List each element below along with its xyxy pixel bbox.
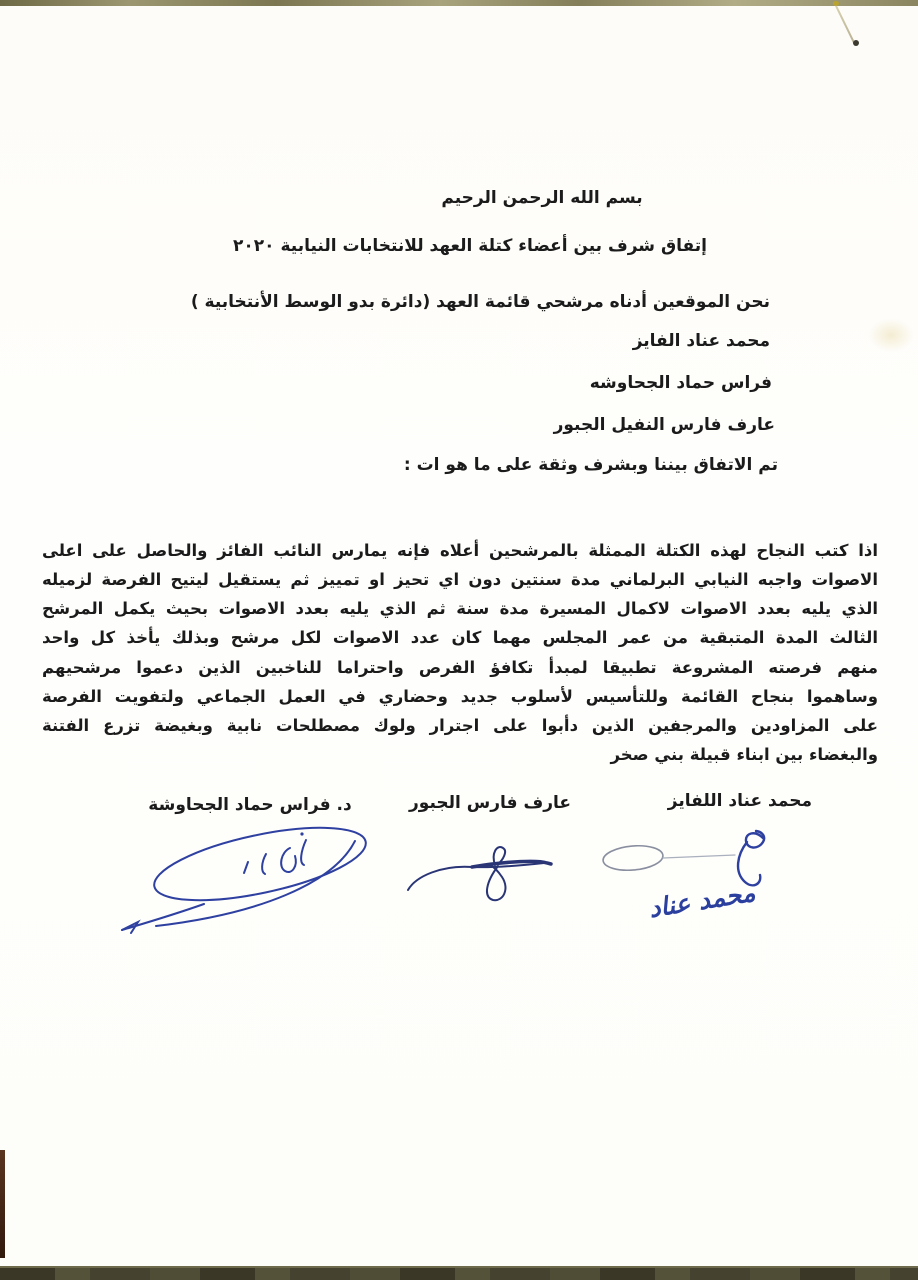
scan-edge-top — [0, 0, 918, 6]
scan-edge-bottom — [0, 1266, 918, 1280]
bismillah-line: بسم الله الرحمن الرحيم — [441, 188, 643, 208]
body-line-1: اذا كتب النجاح لهذه الكتلة الممثلة بالمرشحين أعلاه فإنه يمارس النائب الفائز والحاصل على اعلى — [42, 541, 878, 560]
paper-speck-dark — [853, 40, 859, 46]
signatory-name-mohammed: محمد عناد اللفايز — [667, 791, 812, 811]
body-line-6: وساهموا بنجاح القائمة وللتأسيس لأسلوب جديد وحضاري في العمل الجماعي ولتفويت الفرصة — [42, 687, 878, 706]
candidate-name-3: عارف فارس النفيل الجبور — [553, 415, 775, 435]
body-line-4: الثالث المدة المتبقية من عمر المجلس مهما كان عدد الاصوات لكل مرشح وبذلك يأخذ كل واحد — [42, 628, 878, 647]
agreement-lead-line: تم الاتفاق بيننا وبشرف وثقة على ما هو ات : — [403, 455, 778, 475]
signature-firas-ink — [108, 816, 388, 934]
candidate-name-1: محمد عناد الفايز — [632, 331, 770, 351]
paper-stain — [868, 318, 914, 352]
signatory-name-aref: عارف فارس الجبور — [409, 793, 571, 813]
signature-mohammed-handwriting: محمد عناد — [646, 877, 758, 924]
scan-edge-left — [0, 1150, 5, 1258]
paper-speck-yellow — [833, 1, 839, 6]
signatory-name-firas: د. فراس حماد الجحاوشة — [148, 795, 352, 815]
intro-line: نحن الموقعين أدناه مرشحي قائمة العهد (دائرة بدو الوسط الأنتخابية ) — [190, 292, 770, 312]
candidate-name-2: فراس حماد الجحاوشه — [589, 373, 772, 393]
paper-crease-line — [834, 3, 855, 43]
document-title: إتفاق شرف بين أعضاء كتلة العهد للانتخابات النيابية ٢٠٢٠ — [233, 236, 707, 256]
body-line-7: على المزاودين والمرجفين الذين دأبوا على اجترار ولوك مصطلحات نابية وبغيضة تزرع الفتنة — [42, 716, 878, 735]
body-line-3: الذي يليه بعدد الاصوات لاكمال المسيرة مدة سنة ثم الذي يليه بعدد الاصوات بحيث يكمل المرشح — [42, 599, 878, 618]
body-line-8: والبغضاء بين ابناء قبيلة بني صخر — [610, 745, 878, 764]
signature-aref-ink — [398, 838, 563, 904]
body-line-2: الاصوات واجبه النيابي البرلماني مدة سنتين دون اي تحيز او تمييز ثم يستقيل ليتيح الفرصة لزميله — [42, 570, 878, 589]
body-line-5: منهم فرصته المشروعة تطبيقا لمبدأ تكافؤ الفرص واحتراما للناخبين الذين دعموا مرشحيهم — [42, 658, 878, 677]
